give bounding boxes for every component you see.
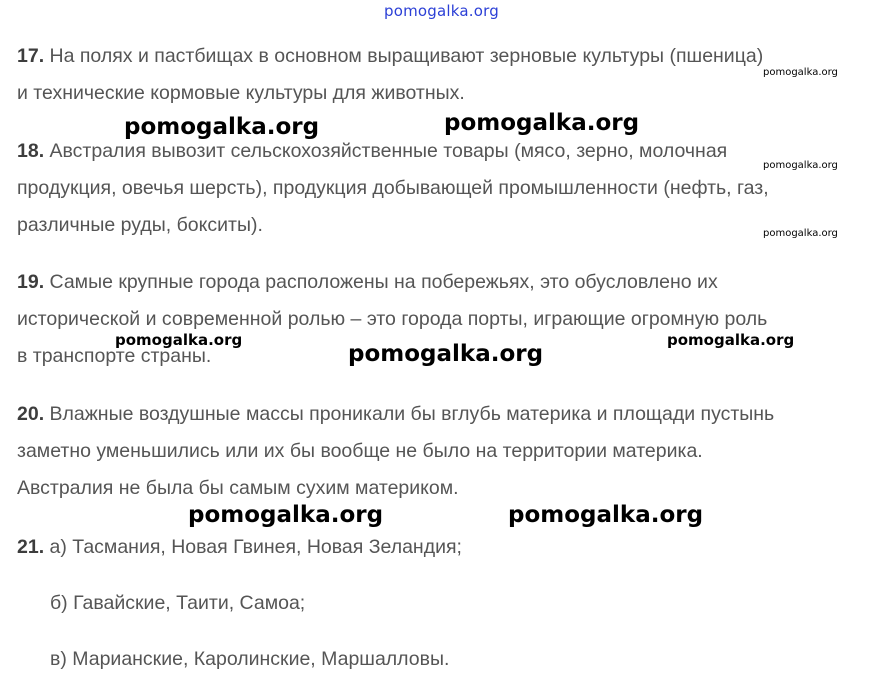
- answer-19-line-2: исторической и современной ролью – это города порты, играющие огромную роль: [17, 308, 768, 330]
- answer-17-number: 17.: [17, 45, 45, 67]
- answer-20-line-1: [17, 396, 877, 433]
- answer-17-line-1: [17, 38, 877, 75]
- answer-19-number: 19.: [17, 271, 45, 293]
- answer-18-text-1: Австралия вывозит сельскохозяйственные товары (мясо, зерно, молочная: [49, 140, 728, 162]
- answer-17-line-2: и технические кормовые культуры для животных.: [17, 82, 465, 104]
- watermark: pomogalka.org: [348, 341, 544, 367]
- answer-19-text-1: Самые крупные города расположены на побережьях, это обусловлено их: [49, 271, 718, 293]
- answer-20-line-3: Австралия не была бы самым сухим материком.: [17, 477, 459, 499]
- answer-21: [17, 529, 877, 566]
- header-watermark: pomogalka.org: [384, 2, 499, 20]
- answer-21-text-1: а) Тасмания, Новая Гвинея, Новая Зеландия;: [49, 536, 462, 558]
- answer-21-line-3: в) Марианские, Каролинские, Маршалловы.: [50, 648, 450, 670]
- answer-20-text-1: Влажные воздушные массы проникали бы вглубь материка и площади пустынь: [49, 403, 775, 425]
- watermark: pomogalka.org: [763, 228, 838, 239]
- answer-21-line-2: б) Гавайские, Таити, Самоа;: [50, 592, 306, 614]
- answer-21-number: 21.: [17, 536, 45, 558]
- watermark: pomogalka.org: [124, 114, 320, 140]
- watermark: pomogalka.org: [667, 331, 795, 349]
- answer-20-line-2: заметно уменьшились или их бы вообще не было на территории материка.: [17, 440, 703, 462]
- watermark: pomogalka.org: [115, 331, 243, 349]
- watermark: pomogalka.org: [444, 110, 640, 136]
- answer-20: [17, 396, 877, 507]
- answer-18: [17, 133, 877, 244]
- answer-18-line-2: продукция, овечья шерсть), продукция добывающей промышленности (нефть, газ,: [17, 177, 769, 199]
- answer-17: [17, 38, 877, 112]
- answer-21-line-1: [17, 529, 877, 566]
- answer-17-text-1: На полях и пастбищах в основном выращивают зерновые культуры (пшеница): [49, 45, 764, 67]
- watermark: pomogalka.org: [763, 160, 838, 171]
- watermark: pomogalka.org: [188, 502, 384, 528]
- answer-20-number: 20.: [17, 403, 45, 425]
- watermark: pomogalka.org: [508, 502, 704, 528]
- answer-19-line-1: [17, 264, 877, 301]
- watermark: pomogalka.org: [763, 67, 838, 78]
- answer-18-number: 18.: [17, 140, 45, 162]
- answer-18-line-3: различные руды, бокситы).: [17, 214, 263, 236]
- answer-19-line-3: в транспорте страны.: [17, 345, 212, 367]
